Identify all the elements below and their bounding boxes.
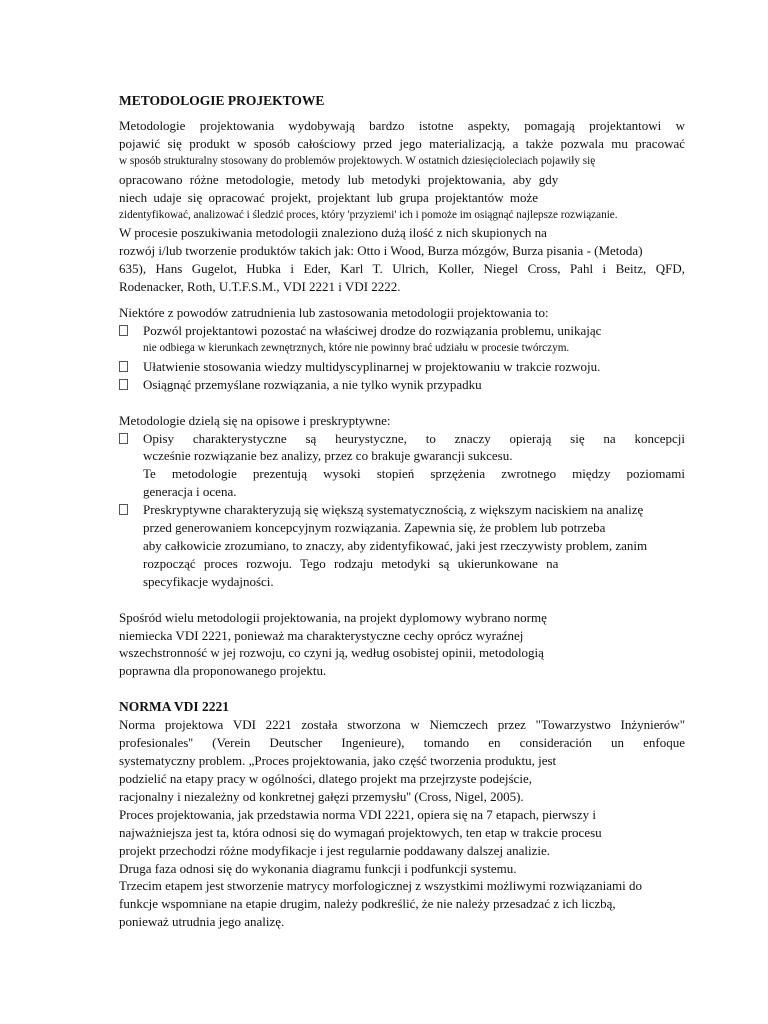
text-line: Te metodologie prezentują wysoki stopień sprzężenia zwrotnego między poziomami [143, 466, 685, 482]
paragraph-types [119, 412, 685, 591]
text-line: ponieważ utrudnia jego analizę. [119, 914, 285, 930]
text-line: nie odbiega w kierunkach zewnętrznych, które nie powinny brać udziału w procesie twórczym. [143, 341, 570, 354]
heading-norma-vdi: NORMA VDI 2221 [119, 699, 230, 715]
bullet-box-icon [119, 379, 128, 390]
text-line: niech udaje się opracować projekt, projektant lub grupa projektantów może [119, 189, 539, 205]
text-line: specyfikacje wydajności. [143, 573, 274, 589]
text-line: racjonalny i niezależny od konkretnej gałęzi przemysłu'' (Cross, Nigel, 2005). [119, 788, 524, 804]
text-line: Ułatwienie stosowania wiedzy multidyscyplinarnej w projektowaniu w trakcie rozwoju. [143, 358, 601, 374]
text-line: przed generowaniem koncepcyjnym rozwiązania. Zapewnia się, że problem lub potrzeba [143, 520, 606, 536]
text-line: Metodologie projektowania wydobywają bardzo istotne aspekty, pomagają projektantowi w [119, 118, 685, 133]
text-line: funkcje wspomniane na etapie drugim, należy podkreślić, że nie należy przesadzać z ich liczbą, [119, 896, 616, 912]
paragraph-vdi [119, 716, 685, 931]
text-line: Metodologie dzielą się na opisowe i preskryptywne: [119, 412, 391, 428]
paragraph-choice [119, 609, 685, 681]
heading-metodologie: METODOLOGIE PROJEKTOWE [119, 93, 325, 108]
text-line: poprawna dla proponowanego projektu. [119, 663, 327, 679]
text-line: opracowano różne metodologie, metody lub metodyki projektowania, aby gdy [119, 171, 559, 187]
text-line: 635), Hans Gugelot, Hubka i Eder, Karl T. Ulrich, Koller, Niegel Cross, Pahl i Beitz, QFD, [119, 261, 685, 277]
list-item [119, 501, 685, 591]
text-line: projekt przechodzi różne modyfikacje i jest regularnie poddawany dalszej analizie. [119, 842, 550, 858]
text-line: Norma projektowa VDI 2221 została stworzona w Niemczech przez "Towarzystwo Inżynierów" [119, 717, 685, 733]
text-line: najważniejsza jest ta, która odnosi się do wymagań projektowych, ten etap w trakcie procesu [119, 824, 602, 840]
text-line: Osiągnąć przemyślane rozwiązania, a nie tylko wynik przypadku [143, 376, 482, 392]
text-line: Rodenacker, Roth, U.T.F.S.M., VDI 2221 i VDI 2222. [119, 279, 401, 295]
bullet-box-icon [119, 433, 128, 444]
text-line: profesionales'' (Verein Deutscher Ingenieure), tomando en consideración un enfoque [119, 735, 685, 751]
text-line: aby całkowicie zrozumiano, to znaczy, aby zidentyfikować, jaki jest rzeczywisty problem, zanim [143, 537, 648, 553]
text-line: rozwój i/lub tworzenie produktów takich jak: Otto i Wood, Burza mózgów, Burza pisania - (Metoda) [119, 243, 643, 259]
list-item [119, 376, 685, 394]
text-line: Spośród wielu metodologii projektowania, na projekt dyplomowy wybrano normę [119, 609, 547, 625]
text-line: niemiecka VDI 2221, ponieważ ma charakterystyczne cechy oprócz wyraźnej [119, 627, 524, 643]
text-line: systematyczny problem. „Proces projektowania, jako część tworzenia produktu, jest [119, 753, 557, 769]
text-line: zidentyfikować, analizować i śledzić proces, który 'przyziemi' ich i pomoże im osiągnąć najlepsze rozwiązanie. [119, 208, 618, 221]
text-line: podzielić na etapy pracy w ogólności, dlatego projekt ma przejrzyste podejście, [119, 771, 532, 786]
text-line: W procesie poszukiwania metodologii znaleziono dużą ilość z nich skupionych na [119, 225, 547, 241]
text-line: Proces projektowania, jak przedstawia norma VDI 2221, opiera się na 7 etapach, pierwszy i [119, 806, 596, 822]
text-line: wszechstronność w jej rozwoju, co czyni ją, według osobistej opinii, metodologią [119, 645, 544, 661]
paragraph-intro [119, 117, 685, 296]
list-item [119, 322, 685, 358]
text-line: Pozwól projektantowi pozostać na właściwej drodze do rozwiązania problemu, unikając [143, 322, 602, 338]
text-line: pojawić się produkt w sposób całościowy przed jego materializacją, a także pozwala mu pracować [119, 135, 685, 151]
text-line: Niektóre z powodów zatrudnienia lub zastosowania metodologii projektowania to: [119, 305, 549, 321]
text-line: Opisy charakterystyczne są heurystyczne, to znaczy opierają się na koncepcji [143, 430, 685, 446]
bullet-box-icon [119, 361, 128, 372]
text-line: generacja i ocena. [143, 484, 237, 500]
bullet-box-icon [119, 325, 128, 336]
bullet-box-icon [119, 504, 128, 515]
document-body [119, 92, 685, 931]
paragraph-reasons [119, 304, 685, 394]
text-line: wcześnie rozwiązanie bez analizy, przez co brakuje gwarancji sukcesu. [143, 448, 513, 464]
list-item [119, 358, 685, 376]
text-line: rozpocząć proces rozwoju. Tego rodzaju metodyki są ukierunkowane na [143, 555, 559, 571]
list-item [119, 430, 685, 502]
text-line: Trzecim etapem jest stworzenie matrycy morfologicznej z wszystkimi możliwymi rozwiązaniami do [119, 878, 642, 894]
text-line: Druga faza odnosi się do wykonania diagramu funkcji i podfunkcji systemu. [119, 860, 517, 876]
text-line: w sposób strukturalny stosowany do problemów projektowych. W ostatnich dziesięcioleciach pojawiły się [119, 154, 596, 167]
text-line: Preskryptywne charakteryzują się większą systematycznością, z większym naciskiem na analizę [143, 502, 644, 518]
